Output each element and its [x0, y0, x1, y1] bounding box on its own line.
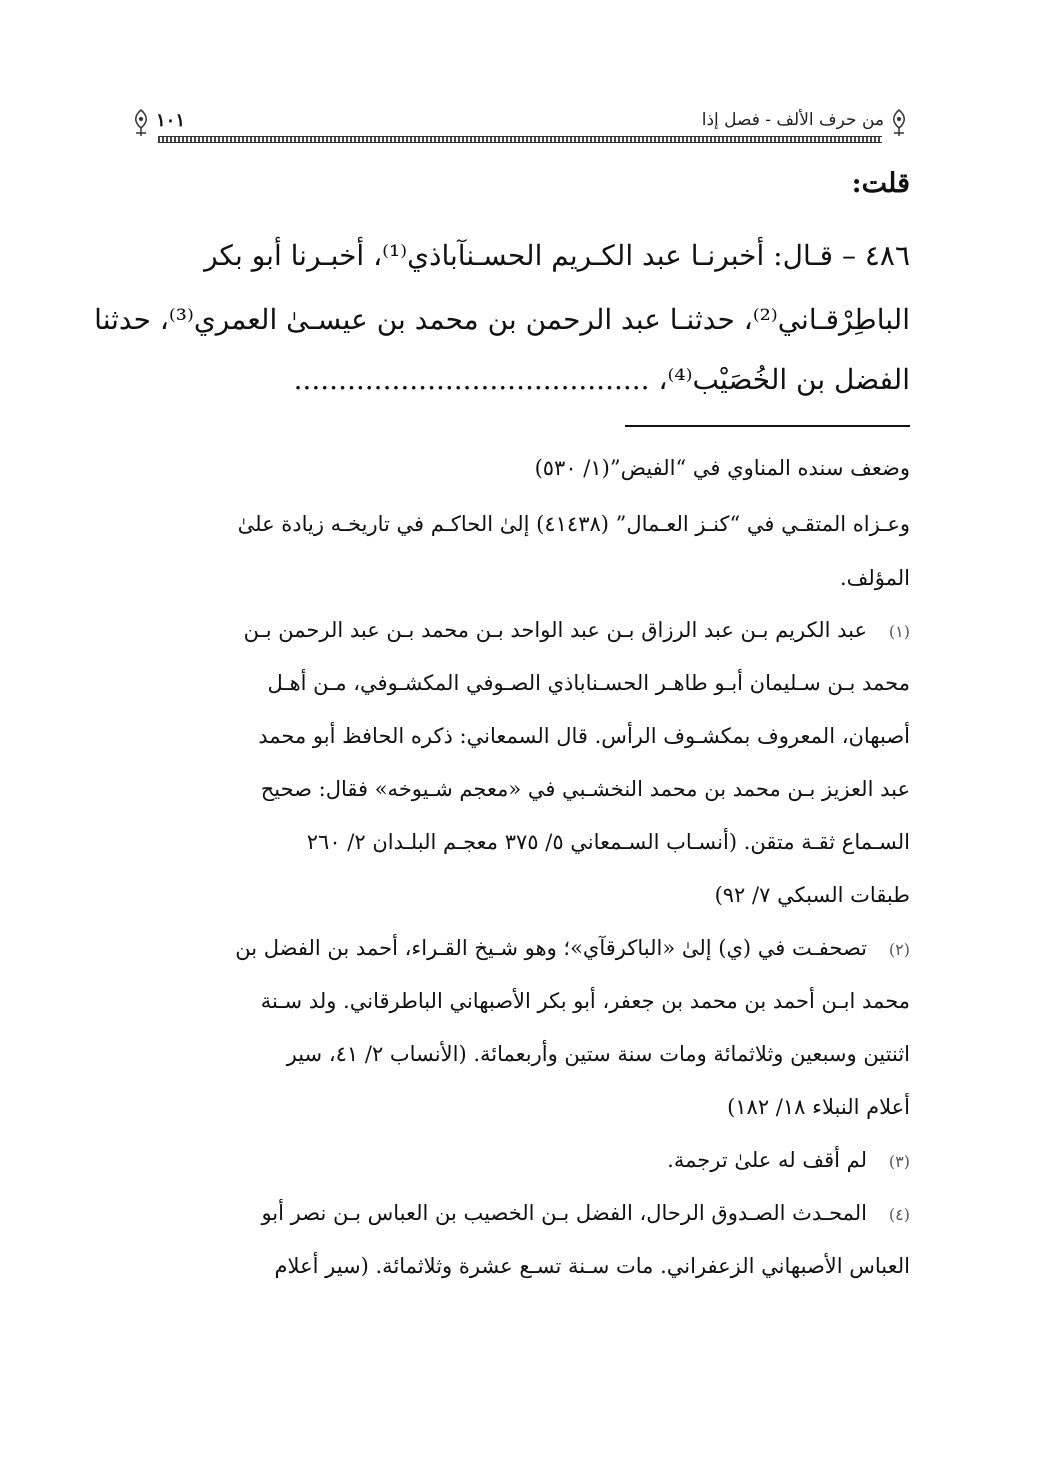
footnote-line: عبد الكريم بـن عبد الرزاق بـن عبد الواحد بـن محمد بـن عبد الرحمن بـن — [243, 618, 867, 642]
header-title: من حرف الألف - فصل إذا — [701, 110, 884, 130]
footnote-line: العباس الأصبهاني الزعفراني. مات سـنة تسـع عشرة وثلاثمائة. (سير أعلام — [274, 1254, 910, 1278]
main-text-fragment: الفضل بن الخُصَيْب⁽⁴⁾، — [658, 363, 910, 396]
footnote-line: محمد بـن سـليمان أبـو طاهـر الحسـناباذي الصـوفي المكشـوفي، مـن أهـل — [267, 671, 910, 695]
main-text-line — [130, 360, 910, 400]
footnote-line: أعلام النبلاء ١٨/ ١٨٢) — [727, 1095, 910, 1119]
footnote-number: (٤) — [888, 1205, 910, 1224]
page-number: ١٠١ — [156, 110, 186, 131]
header-ornament-icon — [130, 108, 152, 138]
section-subhead: قلت: — [851, 168, 910, 199]
footnote-line: اثنتين وسبعين وثلاثمائة ومات سنة ستين وأربعمائة. (الأنساب ٢/ ٤١، سير — [286, 1042, 910, 1066]
footnote-number: (١) — [888, 622, 910, 641]
main-text-line: ٤٨٦ – قـال: أخبرنـا عبد الكـريم الحسـنآباذي⁽¹⁾، أخبـرنا أبو بكر — [204, 239, 910, 272]
footnote-line: المؤلف. — [839, 566, 910, 590]
footnote-line: محمد ابـن أحمد بن محمد بن جعفر، أبو بكر الأصبهاني الباطرقاني. ولد سـنة — [260, 989, 910, 1013]
footnote-line: وضعف سنده المناوي في “الفيض”(١/ ٥٣٠) — [534, 456, 910, 480]
header-rule — [158, 136, 882, 143]
running-header — [130, 108, 910, 148]
footnote-line: لم أقف له علىٰ ترجمة. — [667, 1148, 867, 1172]
footnote-number: (٣) — [888, 1152, 910, 1171]
ellipsis-dots: ........................................ — [293, 363, 650, 396]
footnote-line: عبد العزيز بـن محمد بن محمد النخشـبي في «معجم شـيوخه» فقال: صحيح — [260, 777, 910, 801]
footnote-separator — [625, 425, 910, 427]
footnote-line: تصحفـت في (ي) إلىٰ «الباكرقآي»؛ وهو شـيخ القـراء، أحمد بن الفضل بن — [235, 936, 867, 960]
footnote-line: السـماع ثقـة متقن. (أنسـاب السـمعاني ٥/ ٣٧٥ معجـم البلـدان ٢/ ٢٦٠ — [306, 830, 910, 854]
footnote-line: المحـدث الصـدوق الرحال، الفضل بـن الخصيب بن العباس بـن نصر أبو — [261, 1201, 867, 1225]
footnote-line: وعـزاه المتقـي في “كنـز العـمال” (٤١٤٣٨) إلىٰ الحاكـم في تاريخـه زيادة علىٰ — [237, 512, 910, 536]
main-text-line: الباطِرْقـاني⁽²⁾، حدثنـا عبد الرحمن بن محمد بن عيسـىٰ العمري⁽³⁾، حدثنا — [94, 303, 910, 336]
footnote-line: طبقات السبكي ٧/ ٩٢) — [714, 883, 910, 907]
header-ornament-icon — [888, 108, 910, 138]
footnote-number: (٢) — [888, 940, 910, 959]
footnote-line: أصبهان، المعروف بمكشـوف الرأس. قال السمعاني: ذكره الحافظ أبو محمد — [258, 724, 910, 748]
